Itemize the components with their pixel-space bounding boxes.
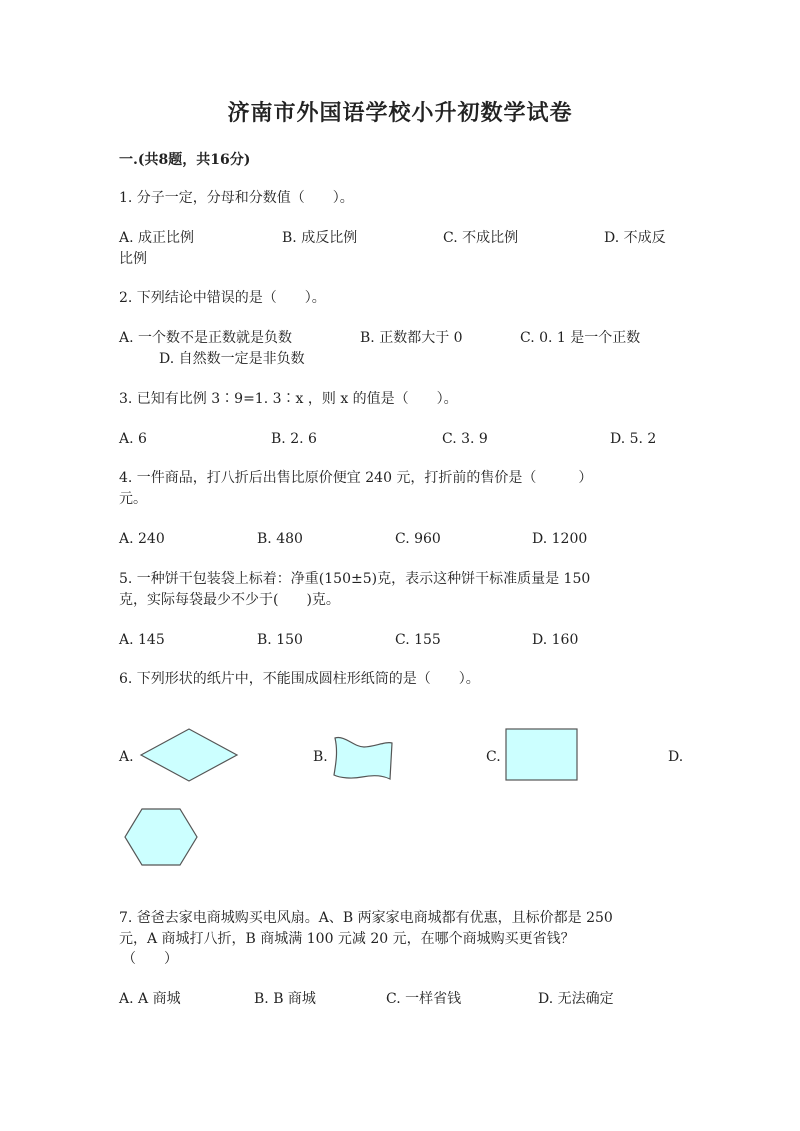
question-1-option-b: B. 成反比例 xyxy=(282,230,358,246)
question-7-answer-blank: （ ） xyxy=(122,951,178,967)
question-2-option-b: B. 正数都大于 0 xyxy=(360,330,463,346)
question-7-option-a: A. A 商城 xyxy=(119,991,181,1007)
question-6-stem: 6. 下列形状的纸片中，不能围成圆柱形纸筒的是（ ）。 xyxy=(119,671,480,687)
hexagon-shape xyxy=(122,806,200,868)
question-7-option-c: C. 一样省钱 xyxy=(386,991,462,1007)
question-4-option-c: C. 960 xyxy=(395,531,441,547)
question-6-option-a: A. xyxy=(119,749,134,765)
question-2-option-d: D. 自然数一定是非负数 xyxy=(159,351,305,367)
section-heading: 一.(共8题，共16分) xyxy=(119,152,251,168)
question-5-option-c: C. 155 xyxy=(395,632,441,648)
question-3-option-c: C. 3. 9 xyxy=(442,431,488,447)
question-1-option-d: D. 不成反 xyxy=(604,230,666,246)
question-2-stem: 2. 下列结论中错误的是（ ）。 xyxy=(119,290,326,306)
question-4-option-a: A. 240 xyxy=(119,531,165,547)
question-1-option-a: A. 成正比例 xyxy=(119,230,195,246)
question-5-stem: 5. 一种饼干包装袋上标着：净重(150±5)克，表示这种饼干标准质量是 150 xyxy=(119,571,591,587)
question-7-option-b: B. B 商城 xyxy=(254,991,316,1007)
question-2-option-a: A. 一个数不是正数就是负数 xyxy=(119,330,293,346)
rhombus-shape xyxy=(138,726,240,784)
page-title: 济南市外国语学校小升初数学试卷 xyxy=(227,100,573,126)
question-4-option-d: D. 1200 xyxy=(532,531,588,547)
question-3-option-d: D. 5. 2 xyxy=(610,431,657,447)
question-5-option-a: A. 145 xyxy=(119,632,165,648)
question-6-option-d: D. xyxy=(668,749,684,765)
question-2-option-c: C. 0. 1 是一个正数 xyxy=(520,330,641,346)
question-4-option-b: B. 480 xyxy=(257,531,303,547)
rectangle-shape xyxy=(504,727,580,783)
question-1-option-c: C. 不成比例 xyxy=(443,230,519,246)
wavy-parallelogram-shape xyxy=(330,733,396,783)
question-1-option-d-continued: 比例 xyxy=(119,251,147,267)
question-6-option-b: B. xyxy=(313,749,328,765)
question-7-stem: 7. 爸爸去家电商城购买电风扇。A、B 两家家电商城都有优惠，且标价都是 250 xyxy=(119,910,613,926)
question-3-option-a: A. 6 xyxy=(119,431,147,447)
question-1-stem: 1. 分子一定，分母和分数值（ ）。 xyxy=(119,190,354,206)
question-5-option-b: B. 150 xyxy=(257,632,303,648)
question-3-option-b: B. 2. 6 xyxy=(271,431,317,447)
question-5-option-d: D. 160 xyxy=(532,632,579,648)
question-3-stem: 3. 已知有比例 3∶9=1. 3∶x ，则 x 的值是（ ）。 xyxy=(119,391,458,407)
question-4-stem: 4. 一件商品，打八折后出售比原价便宜 240 元，打折前的售价是（ ） xyxy=(119,470,593,486)
question-6-option-c: C. xyxy=(486,749,501,765)
question-7-option-d: D. 无法确定 xyxy=(538,991,614,1007)
question-7-stem-continued: 元，A 商城打八折，B 商城满 100 元减 20 元，在哪个商城购买更省钱？ xyxy=(119,931,575,947)
question-4-stem-continued: 元。 xyxy=(119,491,147,507)
question-5-stem-continued: 克，实际每袋最少不少于( )克。 xyxy=(119,592,340,608)
